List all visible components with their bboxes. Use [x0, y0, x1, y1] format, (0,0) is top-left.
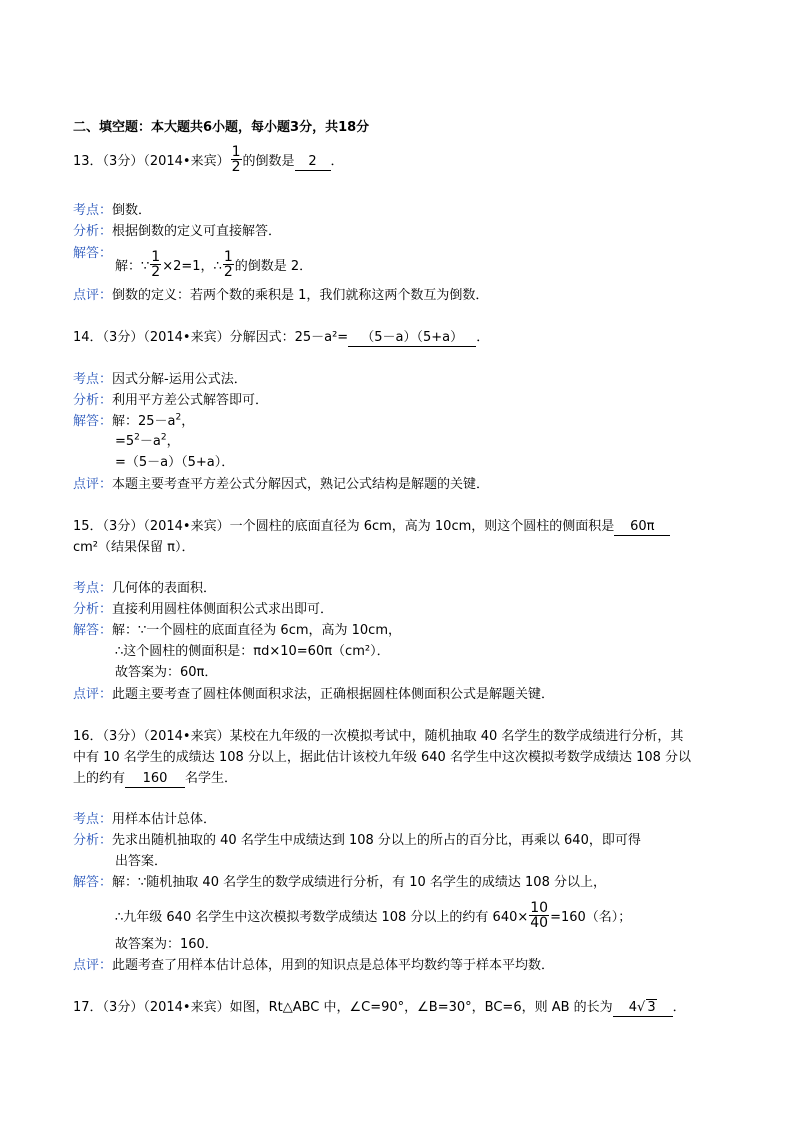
label-fenxi: 分析：	[73, 224, 113, 239]
q16-jieda-line3: 故答案为：160．	[115, 937, 218, 952]
sqrt-sign: 3	[647, 1000, 656, 1015]
q14-answer: （5－a）（5+a）	[348, 330, 476, 347]
q14-fenxi: 分析：利用平方差公式解答即可．	[73, 393, 269, 408]
q15-line2: cm²（结果保留 π）．	[73, 540, 195, 555]
q15-jieda-line3: 故答案为：60π．	[115, 665, 218, 680]
q16-fraction: $\frac{10}{40}$	[530, 900, 549, 931]
q17-answer: 4√ 3	[613, 999, 673, 1017]
question-16-line3: 上的约有 160 名学生．	[73, 771, 238, 786]
q16-jieda: 解答：解：∵随机抽取 40 名学生的数学成绩进行分析，有 10 名学生的成绩达 108 分以上，	[73, 875, 606, 890]
q14-jieda-line3: =（5－a）（5+a）．	[115, 455, 235, 470]
q15-jieda-line2: ∴这个圆柱的侧面积是：πd×10=60π（cm²）．	[115, 644, 390, 659]
q14-jieda-line2: $=5^2-a^2$，	[115, 432, 180, 449]
question-16-line2: 中有 10 名学生的成绩达 108 分以上，据此估计该校九年级 640 名学生中这次模拟考数学成绩达 108 分以	[73, 750, 692, 765]
q15-kaodian: 考点：几何体的表面积．	[73, 581, 217, 596]
q14-dianping: 点评：本题主要考查平方差公式分解因式，熟记公式结构是解题的关键．	[73, 477, 490, 492]
q15-fenxi: 分析：直接利用圆柱体侧面积公式求出即可．	[73, 602, 334, 617]
q16-answer: 160	[125, 771, 185, 788]
q15-answer: 60π	[614, 519, 670, 536]
q16-kaodian: 考点：用样本估计总体．	[73, 812, 217, 827]
q13-prefix: 13．（3分）（2014•来宾）	[73, 154, 230, 169]
q13-fenxi: 分析：根据倒数的定义可直接解答．	[73, 224, 282, 239]
question-13: 13．（3分）（2014•来宾） $\frac{1}{2}$ 的倒数是 2 ．	[73, 144, 344, 175]
q16-fenxi-line2: 出答案．	[115, 854, 168, 869]
q16-fenxi: 分析：先求出随机抽取的 40 名学生中成绩达到 108 分以上的所占的百分比，再乘以 640，即可得	[73, 833, 641, 848]
q13-kaodian: 考点：倒数．	[73, 203, 152, 218]
q15-dianping: 点评：此题主要考查了圆柱体侧面积求法，正确根据圆柱体侧面积公式是解题关键．	[73, 687, 555, 702]
q13-fraction: $\frac{1}{2}$	[231, 144, 241, 175]
q13-answer: 2	[295, 154, 331, 171]
q13-mid: 的倒数是	[242, 154, 295, 169]
label-kaodian: 考点：	[73, 203, 113, 218]
q13-dianping: 点评：倒数的定义：若两个数的乘积是 1，我们就称这两个数互为倒数．	[73, 288, 489, 303]
q13-jieda-label: 解答：	[73, 246, 113, 261]
q14-jieda: 解答：解：$25-a^2$，	[73, 412, 195, 429]
question-14: 14．（3分）（2014•来宾）分解因式：25－a²= （5－a）（5+a） ．	[73, 330, 490, 345]
question-17: 17．（3分）（2014•来宾）如图，Rt△ABC 中，∠C=90°，∠B=30°，BC=6，则 AB 的长为 4√ 3 ．	[73, 1000, 686, 1015]
q16-dianping: 点评：此题考查了用样本估计总体，用到的知识点是总体平均数约等于样本平均数．	[73, 958, 555, 973]
q15-jieda: 解答：解：∵一个圆柱的底面直径为 6cm，高为 10cm，	[73, 623, 401, 638]
q16-jieda-line2: ∴九年级 640 名学生中这次模拟考数学成绩达 108 分以上的约有 640× $\frac{10}{40}$ =160（名）；	[115, 900, 632, 931]
q13-jieda-fraction-1: $\frac{1}{2}$	[151, 249, 161, 280]
section-title: 二、填空题：本大题共6小题，每小题3分，共18分	[73, 120, 370, 135]
q13-jieda: 解：∵ $\frac{1}{2}$ ×2=1，∴ $\frac{1}{2}$ 的倒数是 2．	[115, 249, 313, 280]
q13-jieda-fraction-2: $\frac{1}{2}$	[223, 249, 233, 280]
question-15: 15．（3分）（2014•来宾）一个圆柱的底面直径为 6cm，高为 10cm，则这个圆柱的侧面积是 60π	[73, 518, 670, 536]
question-16-line1: 16．（3分）（2014•来宾）某校在九年级的一次模拟考试中，随机抽取 40 名学生的数学成绩进行分析，其	[73, 729, 684, 744]
q14-kaodian: 考点：因式分解-运用公式法．	[73, 372, 247, 387]
